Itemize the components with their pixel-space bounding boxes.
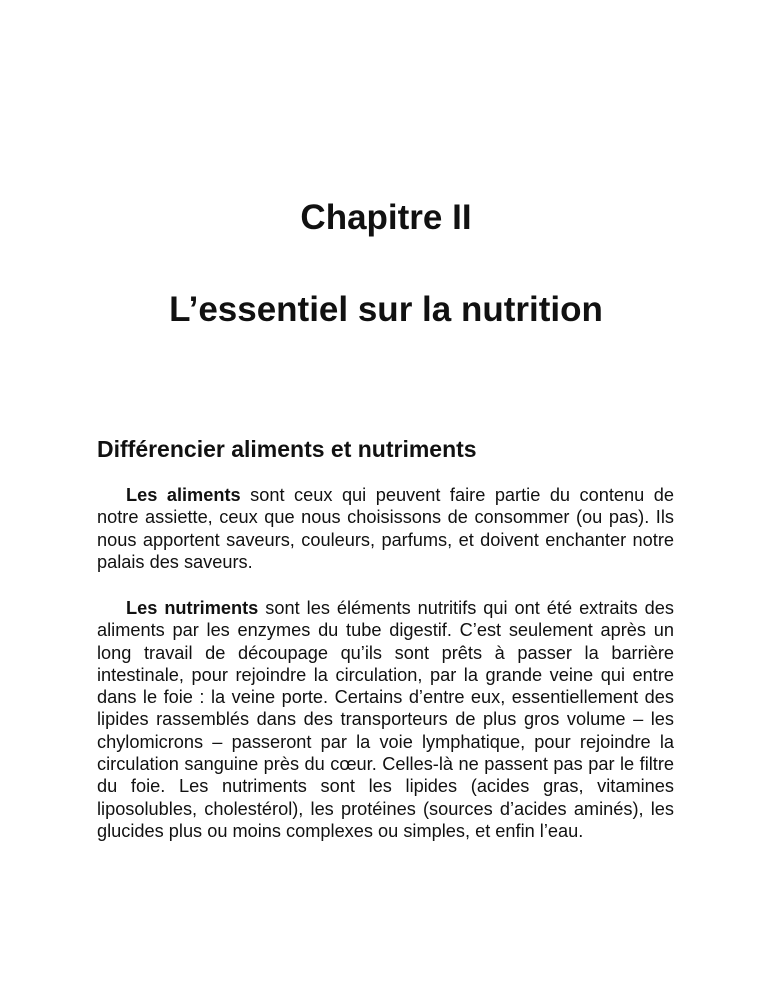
term-aliments: Les aliments	[126, 485, 241, 505]
paragraph-aliments	[97, 484, 674, 573]
paragraph-aliments-text: sont ceux qui peuvent faire partie du contenu de notre assiette, ceux que nous choisissons de consommer (ou pas). Ils nous apportent saveurs, couleurs, parfums, et doivent enchanter notre palais des saveurs.	[97, 485, 674, 572]
term-nutriments: Les nutriments	[126, 598, 259, 618]
paragraph-nutriments-text: sont les éléments nutritifs qui ont été extraits des aliments par les enzymes du tube digestif. C’est seulement après un long travail de découpage qu’ils sont prêts à passer la barrière intestinale, pour rejoindre la circulation, par la grande veine qui entre dans le foie : la veine porte. Certains d’entre eux, essentiellement des lipides rassemblés dans des transporteurs de plus gros volume – les chylomicrons – passeront par la voie lymphatique, pour rejoindre la circulation sanguine près du cœur. Celles-là ne passent pas par le filtre du foie. Les nutriments sont les lipides (acides gras, vitamines liposolubles, cholestérol), les protéines (sources d’acides aminés), les glucides plus ou moins complexes ou simples, et enfin l’eau.	[97, 598, 674, 841]
chapter-title: L’essentiel sur la nutrition	[169, 290, 603, 329]
chapter-number: Chapitre II	[300, 198, 472, 237]
paragraph-nutriments	[97, 597, 674, 842]
section-heading: Différencier aliments et nutriments	[97, 436, 477, 462]
